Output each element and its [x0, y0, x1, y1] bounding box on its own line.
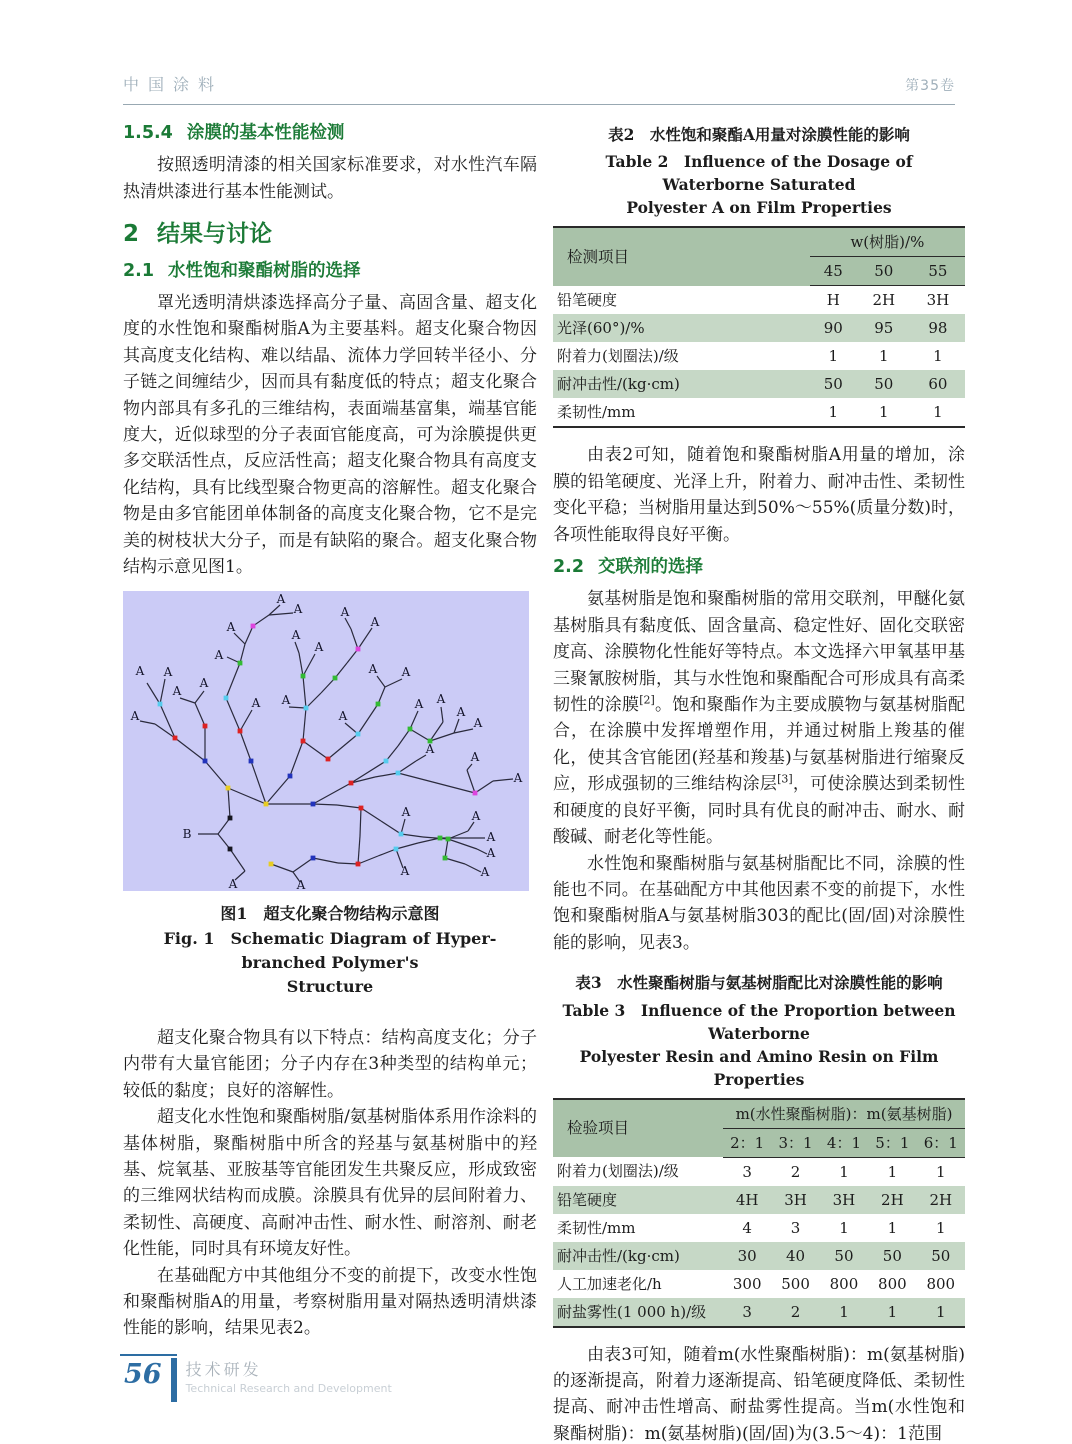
heading-2-2: [553, 554, 965, 580]
table-row: [553, 314, 965, 342]
left-column: [123, 118, 537, 1342]
terminal-group-label: A: [340, 604, 350, 619]
table3-caption-en-line1: Table 3 Influence of the Proportion between Waterborne: [562, 1000, 956, 1043]
table-cell: 2H: [929, 1190, 953, 1209]
terminal-group-label: A: [214, 647, 224, 662]
terminal-group-label: A: [471, 808, 481, 823]
table-header-cell: 2：1: [723, 1128, 771, 1157]
page-number-block: [120, 1354, 177, 1402]
table-header-cell: 5：1: [868, 1128, 916, 1157]
table-row: [553, 398, 965, 427]
table-cell: 1: [933, 347, 943, 366]
terminal-group-label: A: [486, 829, 496, 844]
table-cell: 1: [887, 1302, 898, 1321]
polymer-node: [203, 758, 208, 763]
terminal-group-label: A: [370, 614, 380, 629]
table-row: [553, 1242, 965, 1270]
table-row: [553, 286, 965, 315]
table-cell: 3: [790, 1218, 801, 1237]
terminal-group-label: A: [228, 876, 238, 891]
figure-caption-en-line2: Structure: [286, 976, 374, 996]
table2-film-properties: [553, 226, 965, 428]
table-cell: 50: [874, 375, 894, 394]
polymer-node: [311, 855, 316, 860]
table-cell: H: [826, 291, 840, 310]
polymer-node: [311, 801, 316, 806]
polymer-node: [408, 726, 413, 731]
polymer-node: [203, 723, 208, 728]
terminal-group-label: A: [425, 741, 435, 756]
table-row: [553, 342, 965, 370]
figure-caption-en-line1: Fig. 1 Schematic Diagram of Hyper-branched Polymer's: [163, 928, 497, 972]
polymer-node: [376, 701, 381, 706]
table-header-cell: 6：1: [917, 1128, 965, 1157]
citation-ref: [2]: [639, 693, 655, 707]
table-cell: 3: [742, 1302, 752, 1321]
table-row: [553, 1298, 965, 1327]
table2-caption-cn: 表2 水性饱和聚酯A用量对涂膜性能的影响: [608, 125, 910, 144]
table-row: [553, 370, 965, 398]
table-header-cell: 50: [857, 257, 911, 286]
paragraph-text: 。饱和聚酯作为主要成膜物与氨基树脂配合，在涂膜中发挥增塑作用，并通过树脂上羧基的催化，使其含官能团(羟基和羧基)与氨基树脂进行缩聚反应，形成强韧的三维结构涂层: [553, 695, 966, 795]
terminal-group-label: A: [486, 845, 496, 860]
table-header-cell: 检验项目: [567, 1119, 630, 1138]
table-cell: 2: [790, 1162, 801, 1181]
table-cell: 附着力(划圈法)/级: [557, 347, 679, 366]
footer-section-cn: 技术研发: [185, 1360, 262, 1379]
terminal-group-label: A: [314, 639, 324, 654]
paragraph: 超支化水性饱和聚酯树脂/氨基树脂体系用作涂料的基体树脂，聚酯树脂中所含的羟基与氨基树脂中的羟基、烷氧基、亚胺基等官能团发生共聚反应，形成致密的三维网状结构而成膜。涂膜具有优异的层间附着力、柔韧性、高硬度、高耐冲击性、耐水性、耐溶剂、耐老化性能，同时具有环境友好性。: [123, 1107, 537, 1260]
table2-caption-en: [553, 150, 965, 219]
heading-1-5-4: [123, 120, 537, 146]
table-cell: 50: [882, 1246, 902, 1265]
table-cell: 3H: [926, 291, 950, 310]
polymer-node: [356, 861, 361, 866]
polymer-node: [333, 675, 338, 680]
paragraph: 在基础配方中其他组分不变的前提下，改变水性饱和聚酯树脂A的用量，考察树脂用量对隔热透明清烘漆性能的影响，结果见表2。: [123, 1265, 537, 1339]
heading-number: 2: [123, 221, 140, 248]
heading-number: 2.2: [553, 557, 585, 578]
heading-text: 结果与讨论: [157, 221, 273, 248]
terminal-group-label: A: [401, 664, 411, 679]
polymer-node: [251, 623, 256, 628]
table-cell: 2: [790, 1302, 801, 1321]
terminal-group-label: A: [276, 591, 286, 606]
polymer-node: [269, 861, 274, 866]
table-cell: 1: [936, 1218, 946, 1237]
polymer-node: [228, 846, 233, 851]
table-cell: 1: [887, 1218, 898, 1237]
terminal-group-label: A: [368, 661, 378, 676]
terminal-group-label: A: [456, 704, 466, 719]
heading-2-1: [123, 258, 537, 284]
terminal-group-label: A: [436, 691, 446, 706]
table-cell: 4H: [735, 1190, 759, 1209]
terminal-group-label: A: [199, 675, 209, 690]
paragraph: 由表3可知，随着m(水性聚酯树脂)：m(氨基树脂)的逐渐提高，附着力逐渐提高、铅笔硬度降低、柔韧性提高、耐冲击性增高、耐盐雾性提高。当m(水性饱和聚酯树脂)：m(氨基树脂)(固/固)为(3.5～4)：1范围: [553, 1344, 965, 1444]
terminal-group-label: A: [291, 627, 301, 642]
table-row: [553, 1186, 965, 1214]
table-cell: 50: [823, 375, 843, 394]
table-cell: 耐盐雾性(1 000 h)/级: [557, 1302, 707, 1321]
table-cell: 95: [874, 319, 894, 338]
terminal-group-label: A: [473, 715, 483, 730]
terminal-group-label: A: [513, 770, 523, 785]
table-row: [553, 1270, 965, 1298]
terminal-group-label: A: [135, 663, 145, 678]
polymer-node: [438, 835, 443, 840]
terminal-group-label: A: [414, 696, 424, 711]
footer-section-en: Technical Research and Development: [185, 1382, 392, 1395]
table-cell: 耐冲击性/(kg·cm): [557, 1246, 680, 1265]
table-cell: 柔韧性/mm: [557, 1218, 636, 1237]
table-cell: 800: [829, 1274, 859, 1293]
table-cell: 40: [786, 1246, 806, 1265]
terminal-group-label: A: [338, 708, 348, 723]
table-cell: 1: [839, 1162, 849, 1181]
polymer-node: [359, 805, 364, 810]
terminal-group-label: A: [163, 664, 173, 679]
table-cell: 1: [887, 1162, 898, 1181]
table-cell: 800: [926, 1274, 956, 1293]
terminal-group-label: A: [400, 863, 410, 878]
terminal-group-label: A: [130, 708, 140, 723]
table2-caption-en-line2: Polyester A on Film Properties: [626, 198, 892, 218]
table-header-cell: m(水性聚酯树脂)：m(氨基树脂): [723, 1099, 965, 1129]
footer-accent-bar: [171, 1358, 177, 1402]
table-cell: 1: [839, 1302, 849, 1321]
table-cell: 1: [933, 403, 943, 422]
terminal-group-label: A: [470, 749, 480, 764]
table3-film-properties: [553, 1098, 965, 1328]
table-header-cell: 4：1: [820, 1128, 868, 1157]
table-header-cell: w(树脂)/%: [810, 227, 965, 257]
table-cell: 1: [936, 1302, 946, 1321]
polymer-node: [249, 758, 254, 763]
table-cell: 2H: [881, 1190, 904, 1209]
table-cell: 60: [928, 375, 948, 394]
polymer-node: [264, 801, 269, 806]
terminal-group-label: A: [293, 601, 303, 616]
page-footer: [120, 1354, 392, 1402]
polymer-node: [238, 728, 243, 733]
table-header-cell: 3：1: [771, 1128, 819, 1157]
table-cell: 3: [742, 1162, 752, 1181]
table-cell: 铅笔硬度: [557, 1190, 618, 1209]
volume-label: 第35卷: [905, 78, 955, 94]
terminal-group-label: A: [172, 683, 182, 698]
paragraph: 罩光透明清烘漆选择高分子量、高固含量、超支化度的水性饱和聚酯树脂A为主要基料。超支化聚合物因其高度支化结构、难以结晶、流体力学回转半径小、分子链之间缠结少，因而具有黏度低的特点；超支化聚合物内部具有多孔的三维结构，表面端基富集，端基官能度大，近似球型的分子表面官能度高，可为涂膜提供更多交联活性点，反应活性高；超支化聚合物具有高度支化结构，具有比线型聚合物更高的溶解性。超支化聚合物是由多官能团单体制备的高度支化聚合物，它不是完美的树枝状大分子，而是有缺陷的聚合。超支化聚合物结构示意见图1。: [123, 293, 537, 578]
heading-text: 交联剂的选择: [598, 557, 704, 578]
table-cell: 800: [878, 1274, 907, 1293]
terminal-group-label: A: [226, 619, 236, 634]
terminal-group-label: A: [480, 864, 490, 879]
table3-caption-cn: 表3 水性聚酯树脂与氨基树脂配比对涂膜性能的影响: [575, 973, 943, 993]
polymer-node: [326, 756, 331, 761]
heading-number: 1.5.4: [123, 123, 173, 143]
terminal-group-label: A: [296, 877, 306, 891]
paragraph: 按照透明清漆的相关国家标准要求，对水性汽车隔热清烘漆进行基本性能测试。: [123, 155, 537, 202]
polymer-node: [394, 846, 399, 851]
table-cell: 1: [878, 403, 889, 422]
table3-caption-en-line2: Polyester Resin and Amino Resin on Film Properties: [579, 1046, 939, 1089]
table-cell: 98: [928, 319, 948, 338]
table-cell: 3H: [832, 1190, 856, 1209]
figure-1: [123, 591, 537, 891]
polymer-node: [301, 673, 306, 678]
polymer-node: [158, 701, 163, 706]
polymer-node: [396, 770, 401, 775]
table-cell: 30: [737, 1246, 757, 1265]
heading-2: [123, 221, 537, 247]
terminal-group-label: A: [251, 695, 261, 710]
polymer-node: [238, 660, 243, 665]
polymer-node: [301, 738, 306, 743]
terminal-group-label: B: [182, 826, 192, 841]
terminal-group-label: A: [281, 692, 291, 707]
table-cell: 附着力(划圈法)/级: [557, 1162, 679, 1181]
journal-title: 中国涂料: [123, 75, 224, 94]
table-cell: 3H: [784, 1190, 807, 1209]
paragraph: [553, 586, 965, 850]
table-cell: 1: [839, 1218, 849, 1237]
table-cell: 4: [742, 1218, 752, 1237]
polymer-node: [288, 773, 293, 778]
figure-caption-en: [123, 927, 537, 999]
table-row: [553, 1214, 965, 1242]
paragraph-text: 氨基树脂是饱和聚酯树脂的常用交联剂，甲醚化氨基树脂具有黏度低、固含量高、稳定性好、固化交联密度高、涂膜物化性能好等特点。本文选择六甲氧基甲基三聚氰胺树脂，其与水性饱和聚酯配合可形成具有高柔韧性的涂膜: [553, 589, 965, 716]
table-cell: 50: [931, 1246, 951, 1265]
hyperbranched-polymer-diagram: [123, 591, 529, 891]
polymer-node: [173, 735, 178, 740]
paragraph: 超支化聚合物具有以下特点：结构高度支化；分子内带有大量官能团；分子内存在3种类型的结构单元；较低的黏度；良好的溶解性。: [123, 1027, 537, 1101]
table-cell: 铅笔硬度: [557, 291, 618, 310]
table-cell: 人工加速老化/h: [557, 1274, 662, 1293]
polymer-node: [446, 836, 451, 841]
table-cell: 1: [828, 347, 839, 366]
terminal-group-label: A: [401, 804, 411, 819]
table-cell: 90: [823, 319, 843, 338]
table-cell: 1: [936, 1162, 946, 1181]
page-number: 56: [124, 1359, 162, 1390]
polymer-node: [349, 780, 354, 785]
figure-caption-cn: 图1 超支化聚合物结构示意图: [220, 903, 440, 923]
table-cell: 500: [781, 1274, 810, 1293]
table3-caption-en: [553, 999, 965, 1091]
paragraph-text: ，可使涂膜达到柔韧性和硬度的良好平衡，同时具有优良的耐冲击、耐水、耐酸碱、耐老化等性能。: [553, 774, 966, 848]
table-cell: 300: [732, 1274, 762, 1293]
heading-text: 水性饱和聚酯树脂的选择: [168, 260, 361, 281]
table-cell: 耐冲击性/(kg·cm): [557, 375, 680, 394]
polymer-node: [304, 705, 309, 710]
heading-number: 2.1: [123, 260, 155, 281]
polymer-node: [473, 790, 478, 795]
table-header-cell: 55: [911, 257, 965, 286]
polymer-node: [356, 646, 361, 651]
table-header-cell: 检测项目: [567, 248, 630, 267]
table-row: [553, 1157, 965, 1186]
polymer-node: [356, 731, 361, 736]
table-cell: 光泽(60°)/%: [557, 319, 645, 338]
polymer-node: [384, 758, 389, 763]
polymer-node: [443, 855, 448, 860]
polymer-node: [226, 785, 231, 790]
table-cell: 柔韧性/mm: [557, 403, 636, 422]
right-column: [553, 118, 965, 1444]
table-cell: 1: [828, 403, 839, 422]
page-header: [123, 72, 955, 105]
polymer-node: [228, 815, 233, 820]
heading-text: 涂膜的基本性能检测: [186, 123, 345, 143]
table-cell: 1: [878, 347, 889, 366]
polymer-node: [224, 695, 229, 700]
paragraph: 水性饱和聚酯树脂与氨基树脂配比不同，涂膜的性能也不同。在基础配方中其他因素不变的前提下，水性饱和聚酯树脂A与氨基树脂303的配比(固/固)对涂膜性能的影响，见表3。: [553, 853, 965, 953]
table-cell: 50: [834, 1246, 854, 1265]
table2-caption-en-line1: Table 2 Influence of the Dosage of Waterborne Saturated: [605, 152, 913, 195]
table-cell: 2H: [872, 291, 896, 310]
table-header-cell: 45: [810, 257, 857, 286]
citation-ref: [3]: [777, 772, 793, 786]
polymer-node: [399, 831, 404, 836]
footer-section: [186, 1354, 392, 1395]
paragraph: 由表2可知，随着饱和聚酯树脂A用量的增加，涂膜的铅笔硬度、光泽上升，附着力、耐冲击性、柔韧性变化平稳；当树脂用量达到50%～55%(质量分数)时，各项性能取得良好平衡。: [553, 445, 965, 545]
